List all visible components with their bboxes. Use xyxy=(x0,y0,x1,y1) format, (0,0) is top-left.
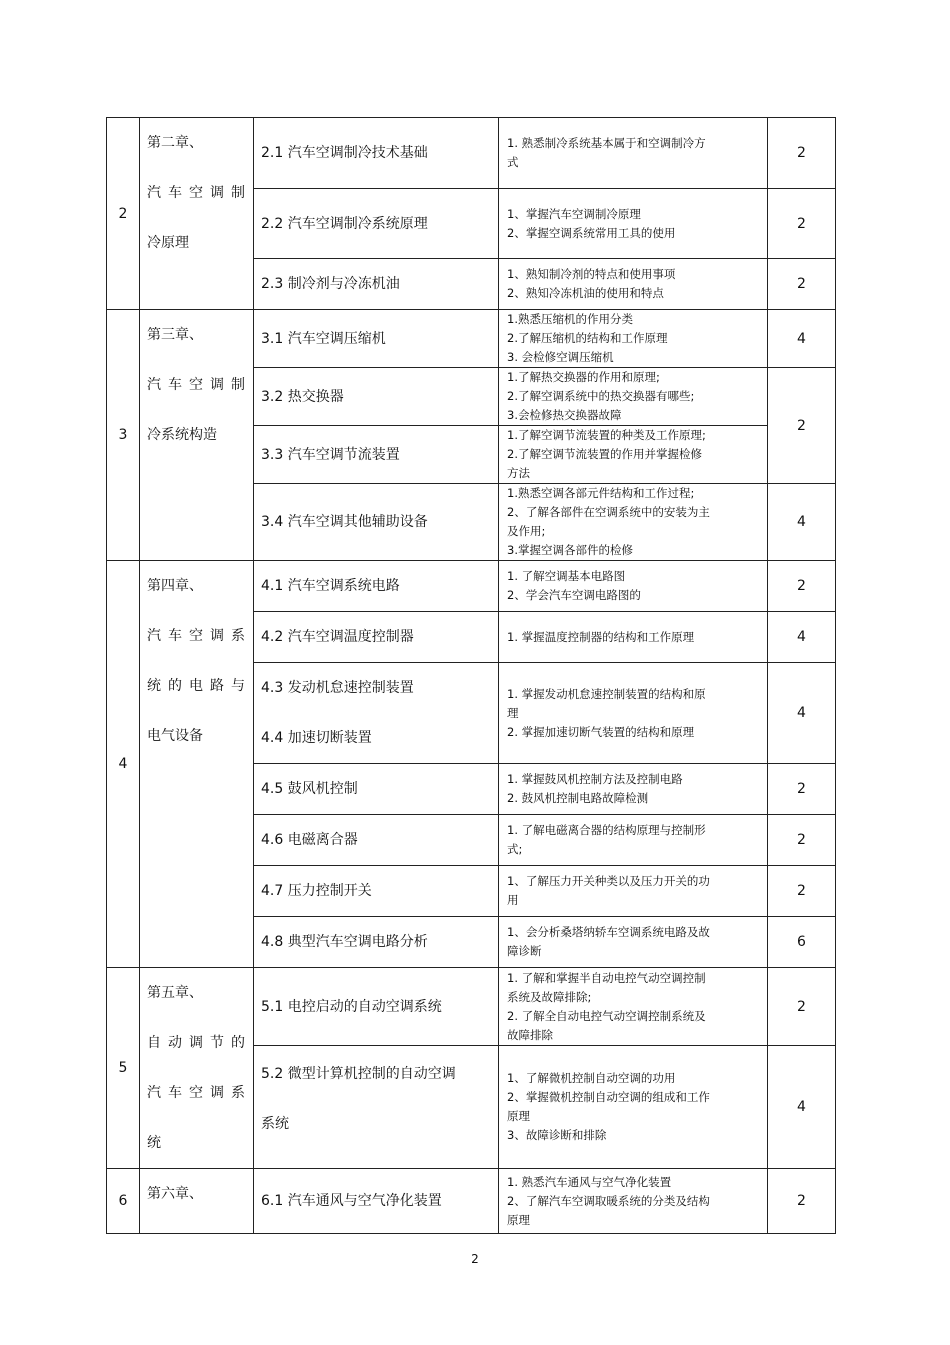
learning-objectives xyxy=(499,815,768,866)
objective-line: 3.掌握空调各部件的检修 xyxy=(507,543,633,557)
section-title xyxy=(254,561,499,612)
objective-line: 1、掌握汽车空调制冷原理 xyxy=(507,206,641,221)
objective-line: 式; xyxy=(507,842,523,856)
section-title xyxy=(254,663,499,764)
objective-line: 及作用; xyxy=(507,524,546,538)
objective-line: 2. 鼓风机控制电路故障检测 xyxy=(507,791,649,805)
hours-cell: 4 xyxy=(768,310,836,368)
table-row xyxy=(107,118,836,189)
learning-objectives xyxy=(499,368,768,426)
chapter-title-line: 冷原理 xyxy=(147,235,189,251)
objective-line: 1. 熟悉制冷系统基本属于和空调制冷方 xyxy=(507,136,706,150)
chapter-title xyxy=(140,968,254,1169)
section-title xyxy=(254,189,499,259)
objective-line: 1、了解微机控制自动空调的功用 xyxy=(507,1071,676,1086)
hours-cell: 2 xyxy=(768,815,836,866)
section-title-line: 4.2 汽车空调温度控制器 xyxy=(261,629,414,645)
objective-line: 3、故障诊断和排除 xyxy=(507,1128,607,1143)
section-title-line: 4.6 电磁离合器 xyxy=(261,832,358,848)
objective-line: 2. 掌握加速切断气装置的结构和原理 xyxy=(507,724,695,739)
hours-cell: 4 xyxy=(768,612,836,663)
hours-cell: 2 xyxy=(768,118,836,189)
chapter-number: 5 xyxy=(107,968,140,1169)
hours-cell: 2 xyxy=(768,866,836,917)
section-title-line: 4.3 发动机怠速控制装置 xyxy=(261,680,414,696)
table-row xyxy=(107,310,836,368)
objective-line: 理 xyxy=(507,705,519,720)
objective-line: 1. 了解电磁离合器的结构原理与控制形 xyxy=(507,823,706,837)
hours-cell: 2 xyxy=(768,561,836,612)
section-title-line: 3.4 汽车空调其他辅助设备 xyxy=(261,514,428,530)
learning-objectives xyxy=(499,484,768,561)
section-title xyxy=(254,1046,499,1169)
hours-cell: 2 xyxy=(768,1169,836,1234)
section-title-line: 4.7 压力控制开关 xyxy=(261,883,372,899)
section-title-line: 3.2 热交换器 xyxy=(261,388,344,405)
section-title-line: 2.1 汽车空调制冷技术基础 xyxy=(261,145,428,161)
objective-line: 1.了解空调节流装置的种类及工作原理; xyxy=(507,428,706,442)
learning-objectives xyxy=(499,968,768,1046)
objective-line: 2、掌握空调系统常用工具的使用 xyxy=(507,225,676,240)
chapter-title-line: 汽车空调系 xyxy=(147,628,245,644)
objective-line: 方法 xyxy=(507,466,530,480)
section-title xyxy=(254,1169,499,1234)
learning-objectives xyxy=(499,310,768,368)
objective-line: 1. 掌握发动机怠速控制装置的结构和原 xyxy=(507,686,706,701)
objective-line: 3.会检修热交换器故障 xyxy=(507,408,622,422)
learning-objectives xyxy=(499,663,768,764)
chapter-title-line: 汽车空调制 xyxy=(147,185,245,201)
objective-line: 1.熟悉空调各部元件结构和工作过程; xyxy=(507,486,695,500)
learning-objectives xyxy=(499,1046,768,1169)
chapter-title-line: 第四章、 xyxy=(147,578,203,594)
chapter-title-line: 冷系统构造 xyxy=(147,427,217,443)
section-title xyxy=(254,368,499,426)
section-title xyxy=(254,426,499,484)
objective-line: 2.了解压缩机的结构和工作原理 xyxy=(507,331,668,345)
objective-line: 1. 掌握鼓风机控制方法及控制电路 xyxy=(507,772,683,786)
objective-line: 2. 了解全自动电控气动空调控制系统及 xyxy=(507,1008,706,1023)
objective-line: 1、会分析桑塔纳轿车空调系统电路及故 xyxy=(507,925,710,939)
chapter-title-line: 第三章、 xyxy=(147,327,203,343)
objective-line: 1.熟悉压缩机的作用分类 xyxy=(507,312,633,326)
section-title-line: 4.4 加速切断装置 xyxy=(261,730,372,746)
objective-line: 2、了解汽车空调取暖系统的分类及结构 xyxy=(507,1193,710,1208)
chapter-title-line: 第六章、 xyxy=(147,1186,203,1202)
section-title xyxy=(254,866,499,917)
chapter-number: 2 xyxy=(107,118,140,310)
section-title-line: 4.1 汽车空调系统电路 xyxy=(261,578,400,594)
section-title xyxy=(254,815,499,866)
chapter-title-line: 自动调节的 xyxy=(147,1035,245,1051)
objective-line: 1. 掌握温度控制器的结构和工作原理 xyxy=(507,629,695,644)
chapter-title xyxy=(140,1169,254,1234)
section-title-line: 5.1 电控启动的自动空调系统 xyxy=(261,998,442,1015)
chapter-number: 3 xyxy=(107,310,140,561)
objective-line: 障诊断 xyxy=(507,944,542,958)
learning-objectives xyxy=(499,189,768,259)
hours-cell: 2 xyxy=(768,259,836,310)
learning-objectives xyxy=(499,259,768,310)
table-row xyxy=(107,968,836,1046)
chapter-title-line: 第五章、 xyxy=(147,985,203,1001)
objective-line: 1. 熟悉汽车通风与空气净化装置 xyxy=(507,1174,672,1189)
chapter-title-line: 电气设备 xyxy=(147,728,203,744)
section-title-line: 2.3 制冷剂与冷冻机油 xyxy=(261,276,400,292)
learning-objectives xyxy=(499,561,768,612)
section-title xyxy=(254,764,499,815)
section-title-line: 3.3 汽车空调节流装置 xyxy=(261,446,400,463)
objective-line: 3. 会检修空调压缩机 xyxy=(507,350,614,364)
chapter-title-line: 统的电路与 xyxy=(147,678,245,694)
chapter-title-line: 汽车空调系 xyxy=(147,1085,245,1101)
learning-objectives xyxy=(499,917,768,968)
objective-line: 原理 xyxy=(507,1212,530,1227)
objective-line: 2、学会汽车空调电路图的 xyxy=(507,588,641,602)
table-row xyxy=(107,1169,836,1234)
section-title-line: 6.1 汽车通风与空气净化装置 xyxy=(261,1193,442,1209)
chapter-title-line: 统 xyxy=(147,1135,161,1151)
objective-line: 1、了解压力开关种类以及压力开关的功 xyxy=(507,874,710,888)
hours-cell: 6 xyxy=(768,917,836,968)
hours-cell: 4 xyxy=(768,663,836,764)
section-title-line: 4.8 典型汽车空调电路分析 xyxy=(261,934,428,950)
section-title xyxy=(254,259,499,310)
chapter-title-line: 第二章、 xyxy=(147,135,203,151)
objective-line: 2、熟知冷冻机油的使用和特点 xyxy=(507,286,664,300)
hours-cell: 2 xyxy=(768,368,836,484)
objective-line: 原理 xyxy=(507,1109,530,1124)
objective-line: 1.了解热交换器的作用和原理; xyxy=(507,370,660,384)
section-title xyxy=(254,484,499,561)
objective-line: 2.了解空调节流装置的作用并掌握检修 xyxy=(507,447,702,461)
objective-line: 用 xyxy=(507,893,519,907)
objective-line: 1. 了解空调基本电路图 xyxy=(507,569,626,583)
objective-line: 1、熟知制冷剂的特点和使用事项 xyxy=(507,267,676,281)
section-title xyxy=(254,612,499,663)
chapter-title xyxy=(140,561,254,968)
chapter-number: 6 xyxy=(107,1169,140,1234)
objective-line: 式 xyxy=(507,155,519,169)
section-title-line: 3.1 汽车空调压缩机 xyxy=(261,330,386,347)
section-title xyxy=(254,968,499,1046)
learning-objectives xyxy=(499,426,768,484)
chapter-title-line: 汽车空调制 xyxy=(147,377,245,393)
chapter-title xyxy=(140,310,254,561)
section-title-line: 系统 xyxy=(261,1116,289,1133)
learning-objectives xyxy=(499,118,768,189)
objective-line: 2、了解各部件在空调系统中的安装为主 xyxy=(507,505,710,519)
section-title-line: 5.2 微型计算机控制的自动空调 xyxy=(261,1066,456,1083)
section-title xyxy=(254,917,499,968)
table-row xyxy=(107,561,836,612)
learning-objectives xyxy=(499,1169,768,1234)
objective-line: 系统及故障排除; xyxy=(507,989,592,1004)
objective-line: 故障排除 xyxy=(507,1027,553,1042)
page-number: 2 xyxy=(471,1252,479,1266)
section-title xyxy=(254,118,499,189)
objective-line: 1. 了解和掌握半自动电控气动空调控制 xyxy=(507,970,706,985)
learning-objectives xyxy=(499,866,768,917)
objective-line: 2.了解空调系统中的热交换器有哪些; xyxy=(507,389,695,403)
syllabus-table xyxy=(106,117,836,1234)
hours-cell: 2 xyxy=(768,764,836,815)
section-title-line: 4.5 鼓风机控制 xyxy=(261,781,358,797)
learning-objectives xyxy=(499,612,768,663)
objective-line: 2、掌握微机控制自动空调的组成和工作 xyxy=(507,1090,710,1105)
hours-cell: 2 xyxy=(768,189,836,259)
chapter-title xyxy=(140,118,254,310)
chapter-number: 4 xyxy=(107,561,140,968)
hours-cell: 2 xyxy=(768,968,836,1046)
hours-cell: 4 xyxy=(768,484,836,561)
section-title-line: 2.2 汽车空调制冷系统原理 xyxy=(261,215,428,232)
section-title xyxy=(254,310,499,368)
learning-objectives xyxy=(499,764,768,815)
hours-cell: 4 xyxy=(768,1046,836,1169)
